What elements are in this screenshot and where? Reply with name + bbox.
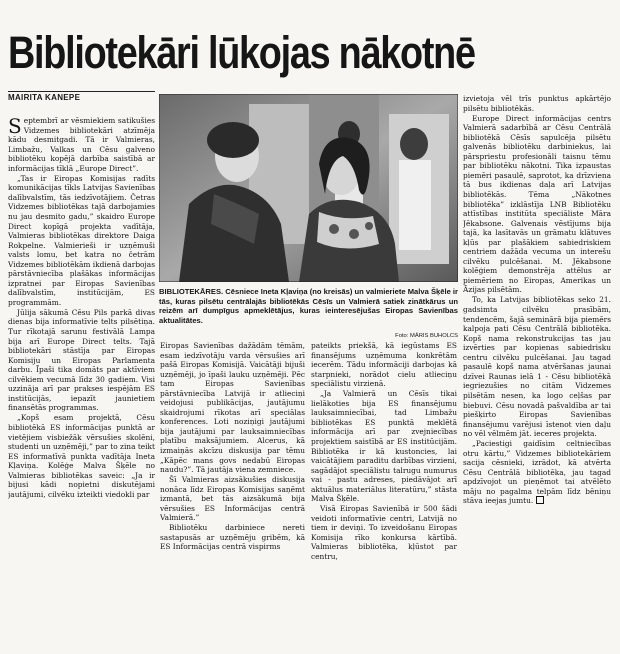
- article-paragraph: „Kopš esam projektā, Cēsu bibliotēkā ES informācijas punktā ar vietējiem visbiežāk vērsušies skolēni, studenti un uzņēmēji,” par to zina teikt ES informatīvā punkta vadītāja Ineta Kļaviņa. Kolēģe Malva Šķēle no Valmieras bibliotēkas saveic: „Ja ir bijusi kādi nopietni diskutējami jautājumi, cilvēku izteikti viedokli par: [8, 413, 155, 499]
- article-paragraph: „Tas ir Eiropas Komisijas radīts komunikācijas tīkls Latvijas Savienības dalībvalstīm, tās iedzīvotājiem. Četras Vidzemes bibliotēkas tajā darbojamies nu jau desmito gadu,” skaidro Europe Direct kopīgā projekta vadītāja, Valmieras bibliotēkas direktore Daiga Rokpelne. Valmierieši ir uzņēmuši valsts lomu, bet katra no četrām Vidzemes bibliotēkām ikdienā darbojas pārstāvniecība plašākas informācijas izpratnei par Eiropas Savienības dalībvalstīm, institūcijām, ES programmām.: [8, 173, 155, 307]
- article-column-2: [160, 341, 305, 648]
- headline: Bibliotekāri lūkojas nākotnē: [8, 27, 475, 78]
- article-column-4: [463, 94, 611, 648]
- article-paragraph-text: eptembrī ar vēsmiekiem satikušies Vidzemes bibliotekāri atzīmēja kādu desmitgadi. Tā ir Valmieras, Limbažu, Valkas un Cēsu galveno bibliotēku kopējā darbība saistībā ar informācijas tīklā „Europe Direct”.: [8, 116, 155, 173]
- end-of-article-mark: [536, 496, 544, 504]
- article-paragraph: Bibliotēku darbiniece nereti sastapusās ar uzņēmēju gribēm, kā ES Informācijas centrā vispirms: [160, 523, 305, 552]
- article-paragraph: Europe Direct informācijas centrs Valmierā sadarbībā ar Cēsu Centrālā bibliotēkā Cēsīs sapulcēja pilsētu galvenās bibliotēku darbiniekus, lai pārspriestu profesionāli taisnu tēmu par bibliotēku nākotni. Tika izpaustas piemēri pasaulē, saprotot, ka drīzviena tā bus ikdienas daļa arī Latvijas bibliotēkās. Tēma „Nākotnes bibliotēka” izklāstīja LNB Bibliotēku attīstības institūta speciāliste Māra Jēkabsone. Galvenais vēstījums bija tajā, ka lasītavās un grāmatu klātuves kļūs par plašākiem sabiedriskiem centriem dažāda vecuma un interešu cilvēku pulcēšanai. M. Jēkabsone kolēģiem demonstrēja attēlus ar piemēriem no Eiropas, Amerikas un Āzijas pilsētām.: [463, 113, 611, 295]
- article-paragraph: „Ja Valmierā un Cēsīs tikai lielākoties bija ES finansējumu lauksaimniecībai, tad Limbažu bibliotēkas ES punktā meklētā informācija arī par zvejniecības projektiem saistībā ar ES institūcijām. Bibliotēka ir kā kustoncies, lai vaicātājiem paraditu darbības virzieni, sagādājot speciālistu talrugu numurus vai - pastu adreses, piedāvājot arī aktuālus materiālus literatūru,” stāsta Malva Šķēle.: [311, 389, 457, 504]
- author-byline: MAIRITA KANEPE: [8, 93, 81, 102]
- caption-text: Cēsniece Ineta Kļaviņa (no kreisās) un valmieriete Malva Šķēle ir tās, kuras pilsētu centrālajās bibliotēkās Cēsīs un Valmierā satiek zinātkārus un reizēm arī dumpīgus apmeklētājus, kuras ieinteresējušas Eiropas Savienības aktualitātes.: [159, 287, 458, 325]
- article-paragraph: Eiropas Savienības dažādām tēmām, esam iedzīvotāju varda vērsušies arī pašā Eiropas Komisijā. Vaicātāji bijuši uzņēmēji, jo īpaši lauku uzņēmēji. Pēc tam Eiropas Savienības pārstāvniecība Latvijā ir atlieciņi veidojusi publikācijas, jautājumu skaidrojumi rīkotas arī speciālas konferences. Loti noziņigi jautājumi bija jautājumi par lauksaimniecības platību maksājumiem. Alcerus, kā izmaiņās akcīzu diskusija par tēmu „Kāpēc mans govs nedabū Eiropas naudu?”. Tā jautāja viena zemniece.: [160, 341, 305, 475]
- article-paragraph: pateikts priekšā, kā iegūstams ES finansējums uzņēmuma konkrētām iecerēm. Tādu informāciji darbojas kā starpnieki, norādot cielu atlieciņu speciālistu virzienā.: [311, 341, 457, 389]
- article-photo: [159, 94, 458, 282]
- article-paragraph-text: „Paciestigi gaidīsim celtniecības otru kārtu,” Vidzemes bibliotekāriem sacija cēsnieki, izrādot, kā atvērta Cēsu Centrālā bibliotēka, jau tagad apdzīvojot un pieņēmot tai atvēlēto māju no pagalma telpām līdz bēniņu stāva ieejas jumtu.: [463, 439, 611, 506]
- author-rule: [8, 91, 155, 92]
- article-column-3: [311, 341, 457, 648]
- caption-lead: BIBLIOTEKĀRES.: [159, 287, 224, 296]
- article-paragraph: Visā Eiropas Savienībā ir 500 šādi veidoti informatīvie centri, Latvijā no tiem ir deviņi. To izveidošanu Eiropas Komisija rīko konkursa kārtībā. Valmieras bibliotēka, kļūstot par centru,: [311, 504, 457, 562]
- article-paragraph: Šī Valmieras aizsākušies diskusija nonāca līdz Eiropas Komisijas saņēmt izmantā, bet tās aizsākumā bija vērsušies ES Informācijas centrā Valmierā.”: [160, 475, 305, 523]
- article-paragraph: [8, 116, 155, 173]
- article-paragraph: [463, 439, 611, 506]
- article-paragraph: Jūlija sākumā Cēsu Pils parkā divas dienas bija informatīvie telts pilsētiņa. Tur rīkotajā sarunu festivālā Lampa bija arī Europe Direct telts. Tajā bibliotekāri stāstīja par Eiropas Komisiju un Eiropas Parlamenta darbu. Īpaši tika domāts par aktīviem cilvēkiem vecumā līdz 30 gadiem. Visi uzzināja arī par prakses iespējām ES institūcijās, iepazīt jaunietiem finansētās programmas.: [8, 307, 155, 413]
- photo-caption: [159, 287, 458, 325]
- librarians-photo: [159, 94, 458, 282]
- photo-credit: Foto: MĀRIS BUHOLCS: [395, 333, 458, 339]
- article-column-1: [8, 116, 155, 648]
- article-paragraph: To, ka Latvijas bibliotēkas seko 21. gadsimta cilvēku prasībām, tendencēm, šajā seminārā bija piemērs kalpoja pati Cēsu Centrālā bibliotēka. Kopš nama rekonstrukcijas tas jau izvērties par kopienas sabiedrisku centru cilvēku pulcēšanai. Jau tagad pasaulē kopš nama atvēršanas jaunai dzīvei Raunas ielā 1 - Cēsu bibliotēkā iegriezušies no citām Vidzemes pilsētām nesen, ka logo ceļšas par biebuvi. Cēsu novadā pašvaldība ar tai piešķirto Eiropas Savienības finansējumu varējusi īstenot vien daļu no vēl vēlmēm jāt. ieceres projekta.: [463, 295, 611, 439]
- drop-cap: S: [8, 116, 22, 138]
- article-paragraph: izvietoja vēl trīs punktus apkārtējo pilsētu bibliotēkās.: [463, 94, 611, 113]
